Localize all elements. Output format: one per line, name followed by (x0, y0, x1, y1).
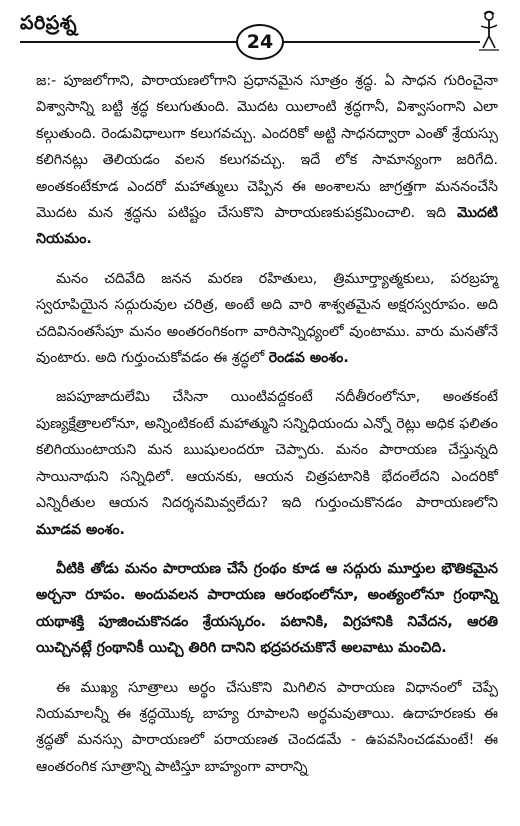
paragraph-5: ఈ ముఖ్య సూత్రాలు అర్థం చేసుకొని మిగిలిన పారాయణ విధానంలో చెప్పే నియమాలన్నీ ఈ శ్రద్ధయొక్క బాహ్య రూపాలని అర్థమవుతాయి. ఉదాహరణకు ఈ శ్రద్ధతో మనస్సు పారాయణలో పరాయణత చెందడమే - ఉపవసించడమంటే! ఈ ఆంతరంగిక సూత్రాన్ని పాటిస్తూ బాహ్యంగా వారాన్ని (36, 679, 498, 775)
paragraph-3-text: జపపూజాదులేమి చేసినా యింటివద్దకంటే నదీతీరంలోనూ, అంతకంటే పుణ్యక్షేత్రాలలోనూ, అన్నింటికంటే మహాత్ముని సన్నిధియందు ఎన్నో రెట్లు అధిక ఫలితం కలిగియుంటాయని మన ఋషులందరూ చెప్పారు. మనం పారాయణ చేస్తున్నది సాయినాథుని సన్నిధిలో. ఆయనకు, ఆయన చిత్రపటానికి భేదంలేదని ఎందరికో ఎన్నిరీతుల ఆయన నిదర్శనమివ్వలేదు? ఇది గుర్తుంచుకొనడం పారాయణలోని (36, 389, 498, 512)
saint-figure-icon (476, 10, 502, 52)
running-title: పరిప్రశ్న (20, 12, 78, 34)
paragraph-2-text: మనం చదివేది జనన మరణ రహితులు, త్రిమూర్త్యాత్మకులు, పరబ్రహ్మ స్వరూపియైన సద్గురువుల చరిత్ర, అంటే అది వారి శాశ్వతమైన అక్షరస్వరూపం. అది చదివినంతసేపూ మనం అంతరంగికంగా వారిసాన్నిధ్యంలో వుంటాము. వారు మనతోనే వుంటారు. అది గుర్తుంచుకోవడం ఈ శ్రద్ధలో (36, 270, 498, 367)
paragraph-1-emphasis: మొదటి నియమం. (36, 205, 498, 248)
paragraph-2 (36, 266, 498, 372)
paragraph-4: వీటికి తోడు మనం పారాయణ చేసే గ్రంథం కూడ ఆ సద్గురు మూర్తుల భౌతికమైన అర్చనా రూపం. అందువలన పారాయణ ఆరంభంలోనూ, అంత్యంలోనూ గ్రంథాన్ని యథాశక్తి పూజించుకొనడం శ్రేయస్కరం. పటానికి, విగ్రహానికి నివేదన, ఆరతి యిచ్చినట్లే గ్రంథానికీ యిచ్చి తిరిగి దానిని భద్రపరచుకొనే అలవాటు మంచిది. (36, 560, 498, 657)
paragraph-2-emphasis: రెండవ అంశం. (268, 350, 349, 367)
paragraph-1 (36, 68, 498, 253)
header-rule-left (20, 41, 236, 43)
paragraph-1-text: జ:- పూజలోగాని, పారాయణలోగాని ప్రధానమైన సూత్రం శ్రద్ధ. ఏ సాధన గురించైనా విశ్వాసాన్ని బట్టి శ్రద్ధ కలుగుతుంది. మొదట యిలాంటి శ్రద్ధగానీ, విశ్వాసంగాని ఎలా కల్గుతుంది. రెండువిధాలుగా కలుగవచ్చు. ఎందరికో అట్టి సాధనద్వారా ఎంతో శ్రేయస్సు కలిగినట్లు తెలియడం వలన కలుగవచ్చు. ఇదే లోక సామాన్యంగా జరిగేది. అంతకంటేకూడ ఎందరో మహాత్ములు చెప్పిన ఈ అంశాలను జాగ్రత్తగా మననంచేసి మొదట మన శ్రద్ధను పటిష్టం చేసుకొని పారాయణకుపక్రమించాలి. ఇది (36, 73, 498, 222)
page-number: 24 (236, 24, 284, 60)
page-header (20, 10, 502, 66)
header-rule-right (284, 41, 480, 43)
page-body (36, 68, 498, 793)
paragraph-3 (36, 384, 498, 542)
paragraph-3-emphasis: మూడవ అంశం. (36, 521, 125, 538)
